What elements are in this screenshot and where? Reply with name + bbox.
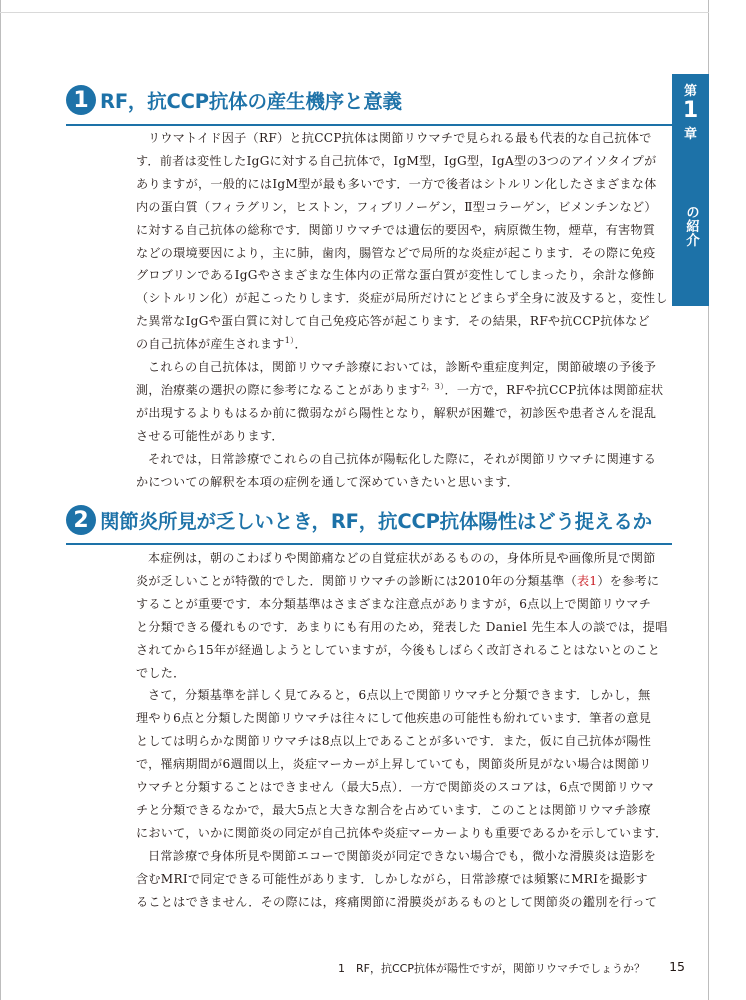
text-line xyxy=(136,333,646,356)
text-line: において，いかに関節炎の同定が自己抗体や炎症マーカーよりも重要であるかを示しています． xyxy=(136,825,668,840)
text-line: されてから15年が経過しようとしていますが，今後もしばらく改訂されることはないとのこと xyxy=(136,642,661,657)
text-line: これらの自己抗体は，関節リウマチ診療においては，診断や重症度判定，関節破壊の予後予 xyxy=(148,360,657,375)
text-line: ウマチと分類することはできません（最大5点）．一方で関節炎のスコアは，6点で関節リウマ xyxy=(136,780,655,795)
text-line: ありますが，一般的にはIgM型が最も多いです．一方で後者はシトルリン化したさまざまな体 xyxy=(136,176,657,191)
text-line xyxy=(136,379,664,402)
text-line: に対する自己抗体の総称です．関節リウマチでは遺伝的要因や，病原微生物，煙草，有害物質 xyxy=(136,222,656,237)
section-1-title: RF，抗CCP抗体の産生機序と意義 xyxy=(100,90,402,113)
text-line: それでは，日常診療でこれらの自己抗体が陽転化した際に，それが関節リウマチに関連する xyxy=(148,451,657,466)
text-line: かについての解釈を本項の症例を通して深めていきたいと思います． xyxy=(136,474,519,489)
chapter-number: 1 xyxy=(682,98,699,123)
chapter-title: 自己抗体などの異常からの紹介 xyxy=(683,149,736,303)
text-line: 日常診療で身体所見や関節エコーで関節炎が同定できない場合でも，微小な滑膜炎は造影を xyxy=(148,848,657,863)
text-line: 含むMRIで同定できる可能性があります．しかしながら，日常診療では頻繁にMRIを撮影す xyxy=(136,871,648,886)
text-line: す．前者は変性したIgGに対する自己抗体で，IgM型，IgG型，IgA型の3つのアイソタイプが xyxy=(136,153,657,168)
text-line: 理やり6点と分類した関節リウマチは往々にして他疾患の可能性も紛れています．筆者の意見 xyxy=(136,711,652,726)
section-2-number-badge: 2 xyxy=(66,505,96,535)
text-fragment: 炎が乏しいことが特徴的でした．関節リウマチの診断には2010年の分類基準（ xyxy=(136,573,577,588)
section-2-body xyxy=(136,547,668,914)
text-fragment: 測，治療薬の選択の際に参考になることがあります xyxy=(136,382,422,397)
text-line: （シトルリン化）が起こったりします．炎症が局所だけにとどまらず全身に波及すると，変性し xyxy=(136,291,668,306)
citation-ref: 2，3） xyxy=(421,381,445,391)
text-line: で，罹病期間が6週間以上，炎症マーカーが上昇していても，関節炎所見がない場合は関節リ xyxy=(136,757,652,772)
page-number: 15 xyxy=(669,959,685,974)
text-line: が出現するよりもはるか前に微弱ながら陽性となり，解釈が困難で，初診医や患者さんを混乱 xyxy=(136,405,657,420)
chapter-prefix: 第 xyxy=(683,84,697,99)
text-line: チと分類できるなかで，最大5点と大きな割合を占めています．このことは関節リウマチ診療 xyxy=(136,802,651,817)
text-line: さて，分類基準を詳しく見てみると，6点以上で関節リウマチと分類できます．しかし，無 xyxy=(148,688,651,703)
section-1-heading xyxy=(66,78,402,122)
text-line: させる可能性があります． xyxy=(136,428,284,443)
text-line: と分類できる優れものです．あまりにも有用のため，発表した Daniel 先生本人の談では，提唱 xyxy=(136,619,668,634)
section-2-title: 関節炎所見が乏しいとき，RF，抗CCP抗体陽性はどう捉えるか xyxy=(100,510,652,533)
text-fragment: ．一方で，RFや抗CCP抗体は関節症状 xyxy=(444,382,664,397)
text-line xyxy=(136,570,660,593)
section-2-heading xyxy=(66,498,652,542)
table-1-link[interactable]: 表1 xyxy=(576,573,598,588)
page-top-edge xyxy=(0,0,709,13)
text-line: などの環境要因により，主に肺，歯肉，腸管などで局所的な炎症が起こります．その際に免疫 xyxy=(136,245,656,260)
page-footer xyxy=(0,960,709,976)
section-2-rule xyxy=(66,543,672,545)
text-fragment: ． xyxy=(294,337,307,352)
text-line: 内の蛋白質（フィラグリン，ヒストン，フィブリノーゲン，Ⅱ型コラーゲン，ビメンチンなど） xyxy=(136,199,657,214)
section-1-body xyxy=(136,127,668,494)
text-line: ることはできません．その際には，疼痛関節に滑膜炎があるものとして関節炎の鑑別を行って xyxy=(136,894,658,909)
text-line: グロブリンであるIgGやさまざまな生体内の正常な蛋白質が変性してしまったり，余計な修飾 xyxy=(136,268,655,283)
chapter-suffix: 章 xyxy=(683,127,697,142)
text-fragment: の自己抗体が産生されます xyxy=(136,337,285,352)
text-line: リウマトイド因子（RF）と抗CCP抗体は関節リウマチで見られる最も代表的な自己抗体で xyxy=(148,131,652,145)
text-line: 本症例は，朝のこわばりや関節痛などの自覚症状があるものの，身体所見や画像所見で関節 xyxy=(148,551,656,565)
section-1-rule xyxy=(66,124,672,126)
text-line: としては明らかな関節リウマチは8点以上であることが多いです．また，仮に自己抗体が陽性 xyxy=(136,734,652,749)
text-fragment: ）を参考に xyxy=(597,573,660,588)
running-title: 1 RF，抗CCP抗体が陽性ですが，関節リウマチでしょうか？ xyxy=(338,962,645,975)
text-line: た異常なIgGや蛋白質に対して自己免疫応答が起こります．その結果，RFや抗CCP抗体など xyxy=(136,314,650,329)
section-1-number-badge: 1 xyxy=(66,85,96,115)
text-line: でした． xyxy=(136,665,186,680)
citation-ref: 1） xyxy=(284,336,295,346)
chapter-tab xyxy=(672,74,736,306)
text-line: することが重要です．本分類基準はさまざまな注意点がありますが，6点以上で関節リウマチ xyxy=(136,596,652,611)
